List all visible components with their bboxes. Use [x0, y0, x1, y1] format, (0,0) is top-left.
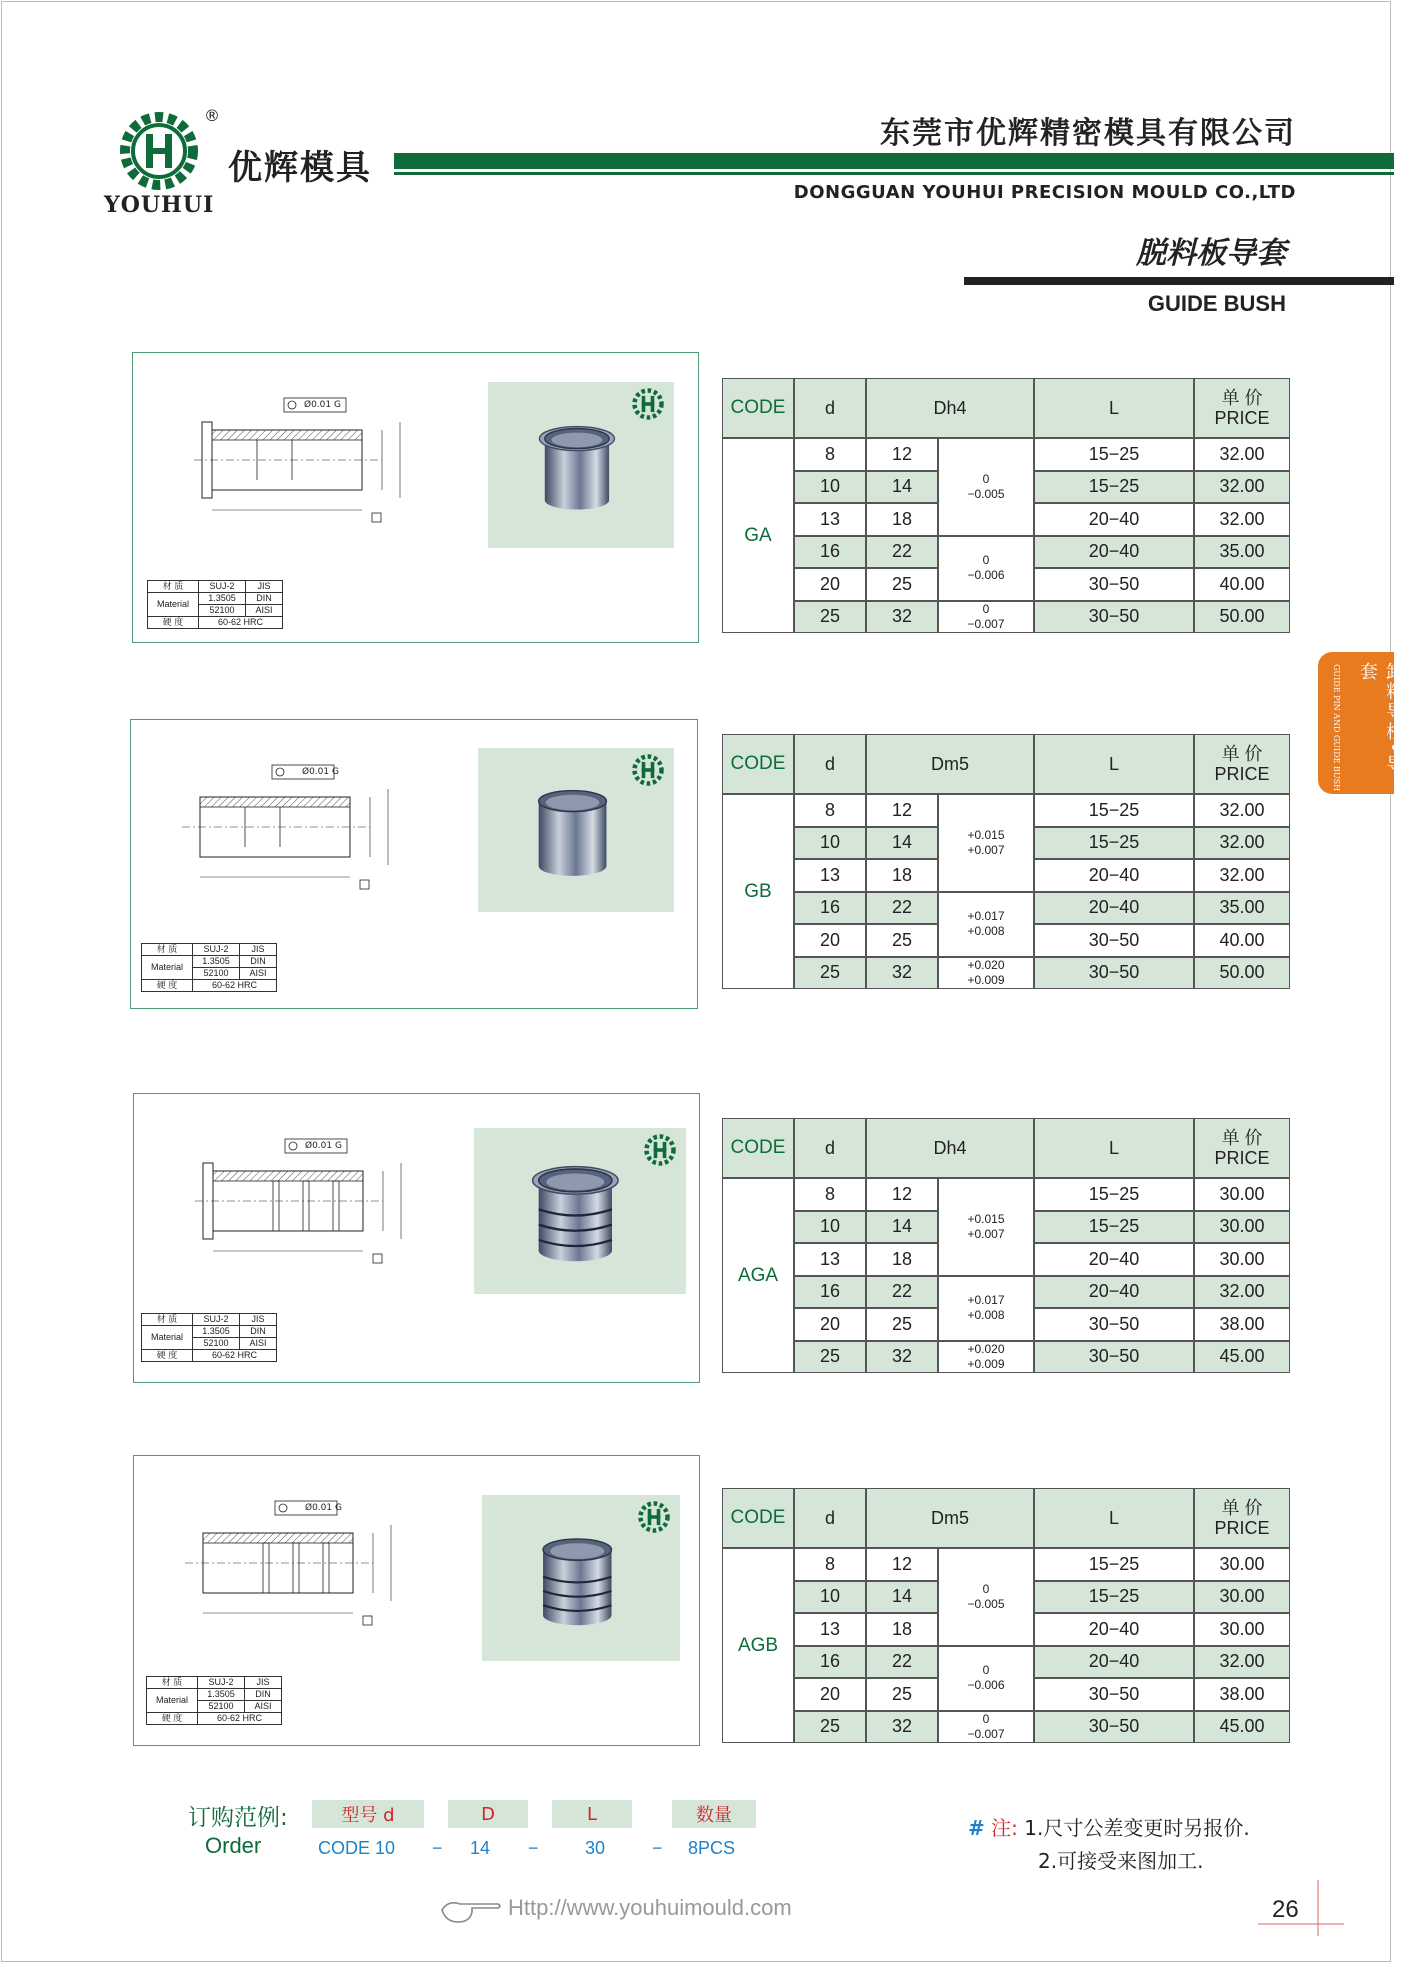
cell-D: 25: [866, 924, 938, 957]
brand-mini-logo-icon: [642, 1132, 678, 1172]
header-D-tolerance: Dh4: [866, 1118, 1034, 1178]
cell-price: 35.00: [1194, 892, 1290, 925]
cell-D: 18: [866, 1243, 938, 1276]
header-code: CODE: [722, 1488, 794, 1548]
product-photo: [488, 382, 674, 548]
order-value-L: 30: [585, 1838, 606, 1858]
cell-d: 13: [794, 503, 866, 536]
tolerance-value: +0.015: [967, 1211, 1005, 1226]
cell-price: 38.00: [1194, 1308, 1290, 1341]
tolerance-value: +0.020: [967, 957, 1005, 972]
cell-D: 18: [866, 859, 938, 892]
cell-d: 25: [794, 957, 866, 990]
tolerance-value: +0.020: [967, 1341, 1005, 1356]
header-code: CODE: [722, 734, 794, 794]
note-line-2: 2.可接受来图加工.: [1038, 1849, 1204, 1873]
order-value-qty: 8PCS: [688, 1838, 736, 1858]
cell-d: 8: [794, 794, 866, 827]
order-sep: −: [652, 1838, 663, 1858]
cell-d: 16: [794, 536, 866, 569]
cell-d: 25: [794, 1711, 866, 1744]
cell-D: 12: [866, 794, 938, 827]
product-code: GA: [722, 438, 794, 633]
header-d: d: [794, 378, 866, 438]
product-code: AGA: [722, 1178, 794, 1373]
cell-L: 20−40: [1034, 1613, 1194, 1646]
cell-price: 32.00: [1194, 471, 1290, 504]
cell-D: 25: [866, 568, 938, 601]
cell-L: 15−25: [1034, 438, 1194, 471]
cell-L: 30−50: [1034, 1711, 1194, 1744]
header-price-en: PRICE: [1214, 408, 1270, 428]
cell-D: 25: [866, 1308, 938, 1341]
cell-d: 20: [794, 1678, 866, 1711]
cell-price: 32.00: [1194, 503, 1290, 536]
note-label: 注:: [991, 1816, 1018, 1840]
page-number-crosshair: [1258, 1880, 1344, 1936]
technical-drawing: [170, 749, 430, 903]
notes-block: [968, 1812, 1250, 1874]
note-line-1: 1.尺寸公差变更时另报价.: [1024, 1816, 1250, 1840]
side-tab-en: GUIDE PIN AND GUIDE BUSH: [1332, 664, 1341, 792]
tolerance-value: 0: [982, 553, 990, 567]
cell-tolerance: [938, 1341, 1034, 1374]
order-box-qty: 数量: [672, 1800, 756, 1828]
header-price-cn: 单 价: [1221, 744, 1263, 764]
cell-d: 13: [794, 1243, 866, 1276]
company-logo-icon: [118, 110, 200, 192]
header-D-tolerance: Dm5: [866, 734, 1034, 794]
cell-d: 16: [794, 892, 866, 925]
cell-price: 32.00: [1194, 827, 1290, 860]
cell-d: 10: [794, 1211, 866, 1244]
cell-price: 30.00: [1194, 1548, 1290, 1581]
technical-drawing: [173, 1485, 433, 1639]
note-hash: #: [968, 1816, 985, 1840]
header-d: d: [794, 1118, 866, 1178]
header-price-cn: 单 价: [1221, 388, 1263, 408]
cell-L: 15−25: [1034, 1548, 1194, 1581]
cell-tolerance: [938, 1711, 1034, 1744]
cell-L: 30−50: [1034, 957, 1194, 990]
cell-d: 8: [794, 438, 866, 471]
brand-mini-logo-icon: [636, 1499, 672, 1539]
order-box-D: D: [448, 1800, 528, 1828]
page-number: 26: [1272, 1896, 1299, 1923]
tolerance-value: −0.006: [967, 1678, 1005, 1692]
brand-name-cn: 优辉模具: [228, 148, 372, 188]
company-name-en: DONGGUAN YOUHUI PRECISION MOULD CO.,LTD: [793, 182, 1296, 203]
side-tab-cn: 卸料导柱•导套: [1357, 662, 1404, 775]
cell-L: 20−40: [1034, 536, 1194, 569]
order-value-code: CODE 10: [318, 1838, 396, 1858]
header-price: [1194, 1488, 1290, 1548]
flatness-tolerance-label: Ø0.01 G: [302, 767, 339, 777]
cell-price: 50.00: [1194, 601, 1290, 634]
material-spec-table: 材 质 SUJ-2 JIS Material 1.3505 DIN 52100 AISI 硬 度 60-62 HRC: [147, 580, 283, 629]
product-code: GB: [722, 794, 794, 989]
header-price-en: PRICE: [1214, 1148, 1270, 1168]
cell-d: 25: [794, 1341, 866, 1374]
header-price-en: PRICE: [1214, 764, 1270, 784]
order-label-en: Order: [205, 1833, 262, 1858]
cell-d: 20: [794, 1308, 866, 1341]
header-d: d: [794, 734, 866, 794]
header-code: CODE: [722, 378, 794, 438]
cell-L: 20−40: [1034, 892, 1194, 925]
header-green-line: [394, 172, 1394, 175]
header-L: L: [1034, 1118, 1194, 1178]
header-green-bar: [394, 153, 1394, 169]
cell-L: 15−25: [1034, 1211, 1194, 1244]
cell-tolerance: [938, 601, 1034, 634]
cell-D: 22: [866, 1646, 938, 1679]
tolerance-value: +0.009: [967, 972, 1005, 987]
flatness-tolerance-label: Ø0.01 G: [304, 400, 341, 410]
cell-tolerance: [938, 1276, 1034, 1341]
cell-price: 32.00: [1194, 1646, 1290, 1679]
header-d: d: [794, 1488, 866, 1548]
cell-D: 22: [866, 892, 938, 925]
cell-D: 12: [866, 438, 938, 471]
header-price-cn: 单 价: [1221, 1128, 1263, 1148]
product-photo: [482, 1495, 680, 1661]
tolerance-value: −0.006: [967, 568, 1005, 582]
cell-d: 13: [794, 859, 866, 892]
cell-price: 45.00: [1194, 1341, 1290, 1374]
cell-D: 32: [866, 1711, 938, 1744]
cell-D: 32: [866, 1341, 938, 1374]
tolerance-value: +0.007: [967, 842, 1005, 857]
order-box-model: 型号 d: [312, 1800, 424, 1828]
tolerance-value: +0.009: [967, 1356, 1005, 1371]
cell-tolerance: [938, 1548, 1034, 1646]
cell-price: 30.00: [1194, 1581, 1290, 1614]
cell-L: 30−50: [1034, 924, 1194, 957]
cell-D: 22: [866, 1276, 938, 1309]
tolerance-value: +0.008: [967, 1308, 1005, 1322]
section-title-en: GUIDE BUSH: [1147, 291, 1286, 316]
cell-L: 15−25: [1034, 1178, 1194, 1211]
header-L: L: [1034, 734, 1194, 794]
brand-mini-logo-icon: [630, 752, 666, 792]
cell-d: 20: [794, 924, 866, 957]
cell-d: 10: [794, 1581, 866, 1614]
tolerance-value: −0.005: [967, 486, 1005, 501]
cell-d: 25: [794, 601, 866, 634]
website-url[interactable]: Http://www.youhuimould.com: [508, 1895, 792, 1920]
cell-D: 14: [866, 471, 938, 504]
cell-L: 15−25: [1034, 1581, 1194, 1614]
cell-price: 32.00: [1194, 859, 1290, 892]
cell-d: 20: [794, 568, 866, 601]
cell-D: 12: [866, 1548, 938, 1581]
cell-price: 30.00: [1194, 1178, 1290, 1211]
cell-L: 30−50: [1034, 568, 1194, 601]
cell-L: 20−40: [1034, 1276, 1194, 1309]
cell-tolerance: [938, 892, 1034, 957]
header-L: L: [1034, 1488, 1194, 1548]
tolerance-value: +0.008: [967, 924, 1005, 938]
cell-L: 20−40: [1034, 1646, 1194, 1679]
cell-price: 40.00: [1194, 924, 1290, 957]
cell-D: 18: [866, 503, 938, 536]
material-spec-table: 材 质 SUJ-2 JIS Material 1.3505 DIN 52100 AISI 硬 度 60-62 HRC: [146, 1676, 282, 1725]
pointing-hand-icon: [438, 1896, 504, 1926]
cell-L: 20−40: [1034, 1243, 1194, 1276]
cell-D: 14: [866, 1581, 938, 1614]
header-price: [1194, 734, 1290, 794]
cell-L: 20−40: [1034, 859, 1194, 892]
flatness-tolerance-label: Ø0.01 G: [305, 1503, 342, 1513]
cell-d: 8: [794, 1178, 866, 1211]
order-label-cn: 订购范例:: [188, 1805, 288, 1831]
header-price-cn: 单 价: [1221, 1498, 1263, 1518]
cell-L: 30−50: [1034, 1308, 1194, 1341]
brand-name-en: YOUHUI: [104, 192, 215, 218]
cell-price: 50.00: [1194, 957, 1290, 990]
section-title-bar: [964, 277, 1394, 285]
cell-price: 45.00: [1194, 1711, 1290, 1744]
header-price: [1194, 378, 1290, 438]
material-spec-table: 材 质 SUJ-2 JIS Material 1.3505 DIN 52100 AISI 硬 度 60-62 HRC: [141, 1313, 277, 1362]
cell-d: 8: [794, 1548, 866, 1581]
tolerance-value: +0.007: [967, 1226, 1005, 1241]
product-photo: [474, 1128, 686, 1294]
tolerance-value: +0.015: [967, 827, 1005, 842]
header-D-tolerance: Dm5: [866, 1488, 1034, 1548]
cell-price: 30.00: [1194, 1243, 1290, 1276]
cell-tolerance: [938, 1646, 1034, 1711]
cell-L: 15−25: [1034, 827, 1194, 860]
cell-price: 35.00: [1194, 536, 1290, 569]
cell-d: 10: [794, 827, 866, 860]
cell-tolerance: [938, 1178, 1034, 1276]
tolerance-value: −0.007: [967, 1726, 1005, 1741]
tolerance-value: 0: [982, 601, 990, 616]
cell-L: 20−40: [1034, 503, 1194, 536]
cell-tolerance: [938, 438, 1034, 536]
cell-L: 15−25: [1034, 794, 1194, 827]
cell-D: 12: [866, 1178, 938, 1211]
header-D-tolerance: Dh4: [866, 378, 1034, 438]
cell-L: 30−50: [1034, 601, 1194, 634]
cell-price: 40.00: [1194, 568, 1290, 601]
header-price: [1194, 1118, 1290, 1178]
brand-mini-logo-icon: [630, 386, 666, 426]
cell-price: 32.00: [1194, 1276, 1290, 1309]
product-code: AGB: [722, 1548, 794, 1743]
cell-D: 14: [866, 827, 938, 860]
tolerance-value: +0.017: [967, 909, 1005, 923]
tolerance-value: 0: [982, 471, 990, 486]
header-code: CODE: [722, 1118, 794, 1178]
cell-D: 25: [866, 1678, 938, 1711]
cell-d: 16: [794, 1646, 866, 1679]
cell-D: 32: [866, 957, 938, 990]
cell-tolerance: [938, 794, 1034, 892]
tolerance-value: 0: [982, 1581, 990, 1596]
cell-L: 30−50: [1034, 1341, 1194, 1374]
header-L: L: [1034, 378, 1194, 438]
cell-L: 30−50: [1034, 1678, 1194, 1711]
cell-price: 32.00: [1194, 794, 1290, 827]
cell-L: 15−25: [1034, 471, 1194, 504]
tolerance-value: −0.005: [967, 1596, 1005, 1611]
technical-drawing: [173, 1123, 433, 1277]
header-price-en: PRICE: [1214, 1518, 1270, 1538]
cell-tolerance: [938, 957, 1034, 990]
side-category-tab: [1318, 652, 1404, 794]
tolerance-value: 0: [982, 1663, 990, 1677]
tolerance-value: +0.017: [967, 1293, 1005, 1307]
tolerance-value: 0: [982, 1711, 990, 1726]
registered-mark: ®: [204, 106, 220, 125]
tolerance-value: −0.007: [967, 616, 1005, 631]
cell-D: 22: [866, 536, 938, 569]
cell-D: 32: [866, 601, 938, 634]
cell-price: 32.00: [1194, 438, 1290, 471]
order-sep: −: [432, 1838, 443, 1858]
cell-D: 14: [866, 1211, 938, 1244]
flatness-tolerance-label: Ø0.01 G: [305, 1141, 342, 1151]
cell-d: 13: [794, 1613, 866, 1646]
cell-D: 18: [866, 1613, 938, 1646]
cell-d: 10: [794, 471, 866, 504]
order-sep: −: [528, 1838, 539, 1858]
cell-price: 30.00: [1194, 1211, 1290, 1244]
order-value-D: 14: [470, 1838, 491, 1858]
cell-d: 16: [794, 1276, 866, 1309]
order-box-L: L: [552, 1800, 632, 1828]
technical-drawing: [172, 382, 432, 536]
material-spec-table: 材 质 SUJ-2 JIS Material 1.3505 DIN 52100 AISI 硬 度 60-62 HRC: [141, 943, 277, 992]
company-name-cn: 东莞市优辉精密模具有限公司: [880, 116, 1296, 151]
section-title-cn: 脱料板导套: [1136, 236, 1286, 271]
cell-price: 38.00: [1194, 1678, 1290, 1711]
product-photo: [478, 748, 674, 912]
cell-tolerance: [938, 536, 1034, 601]
cell-price: 30.00: [1194, 1613, 1290, 1646]
